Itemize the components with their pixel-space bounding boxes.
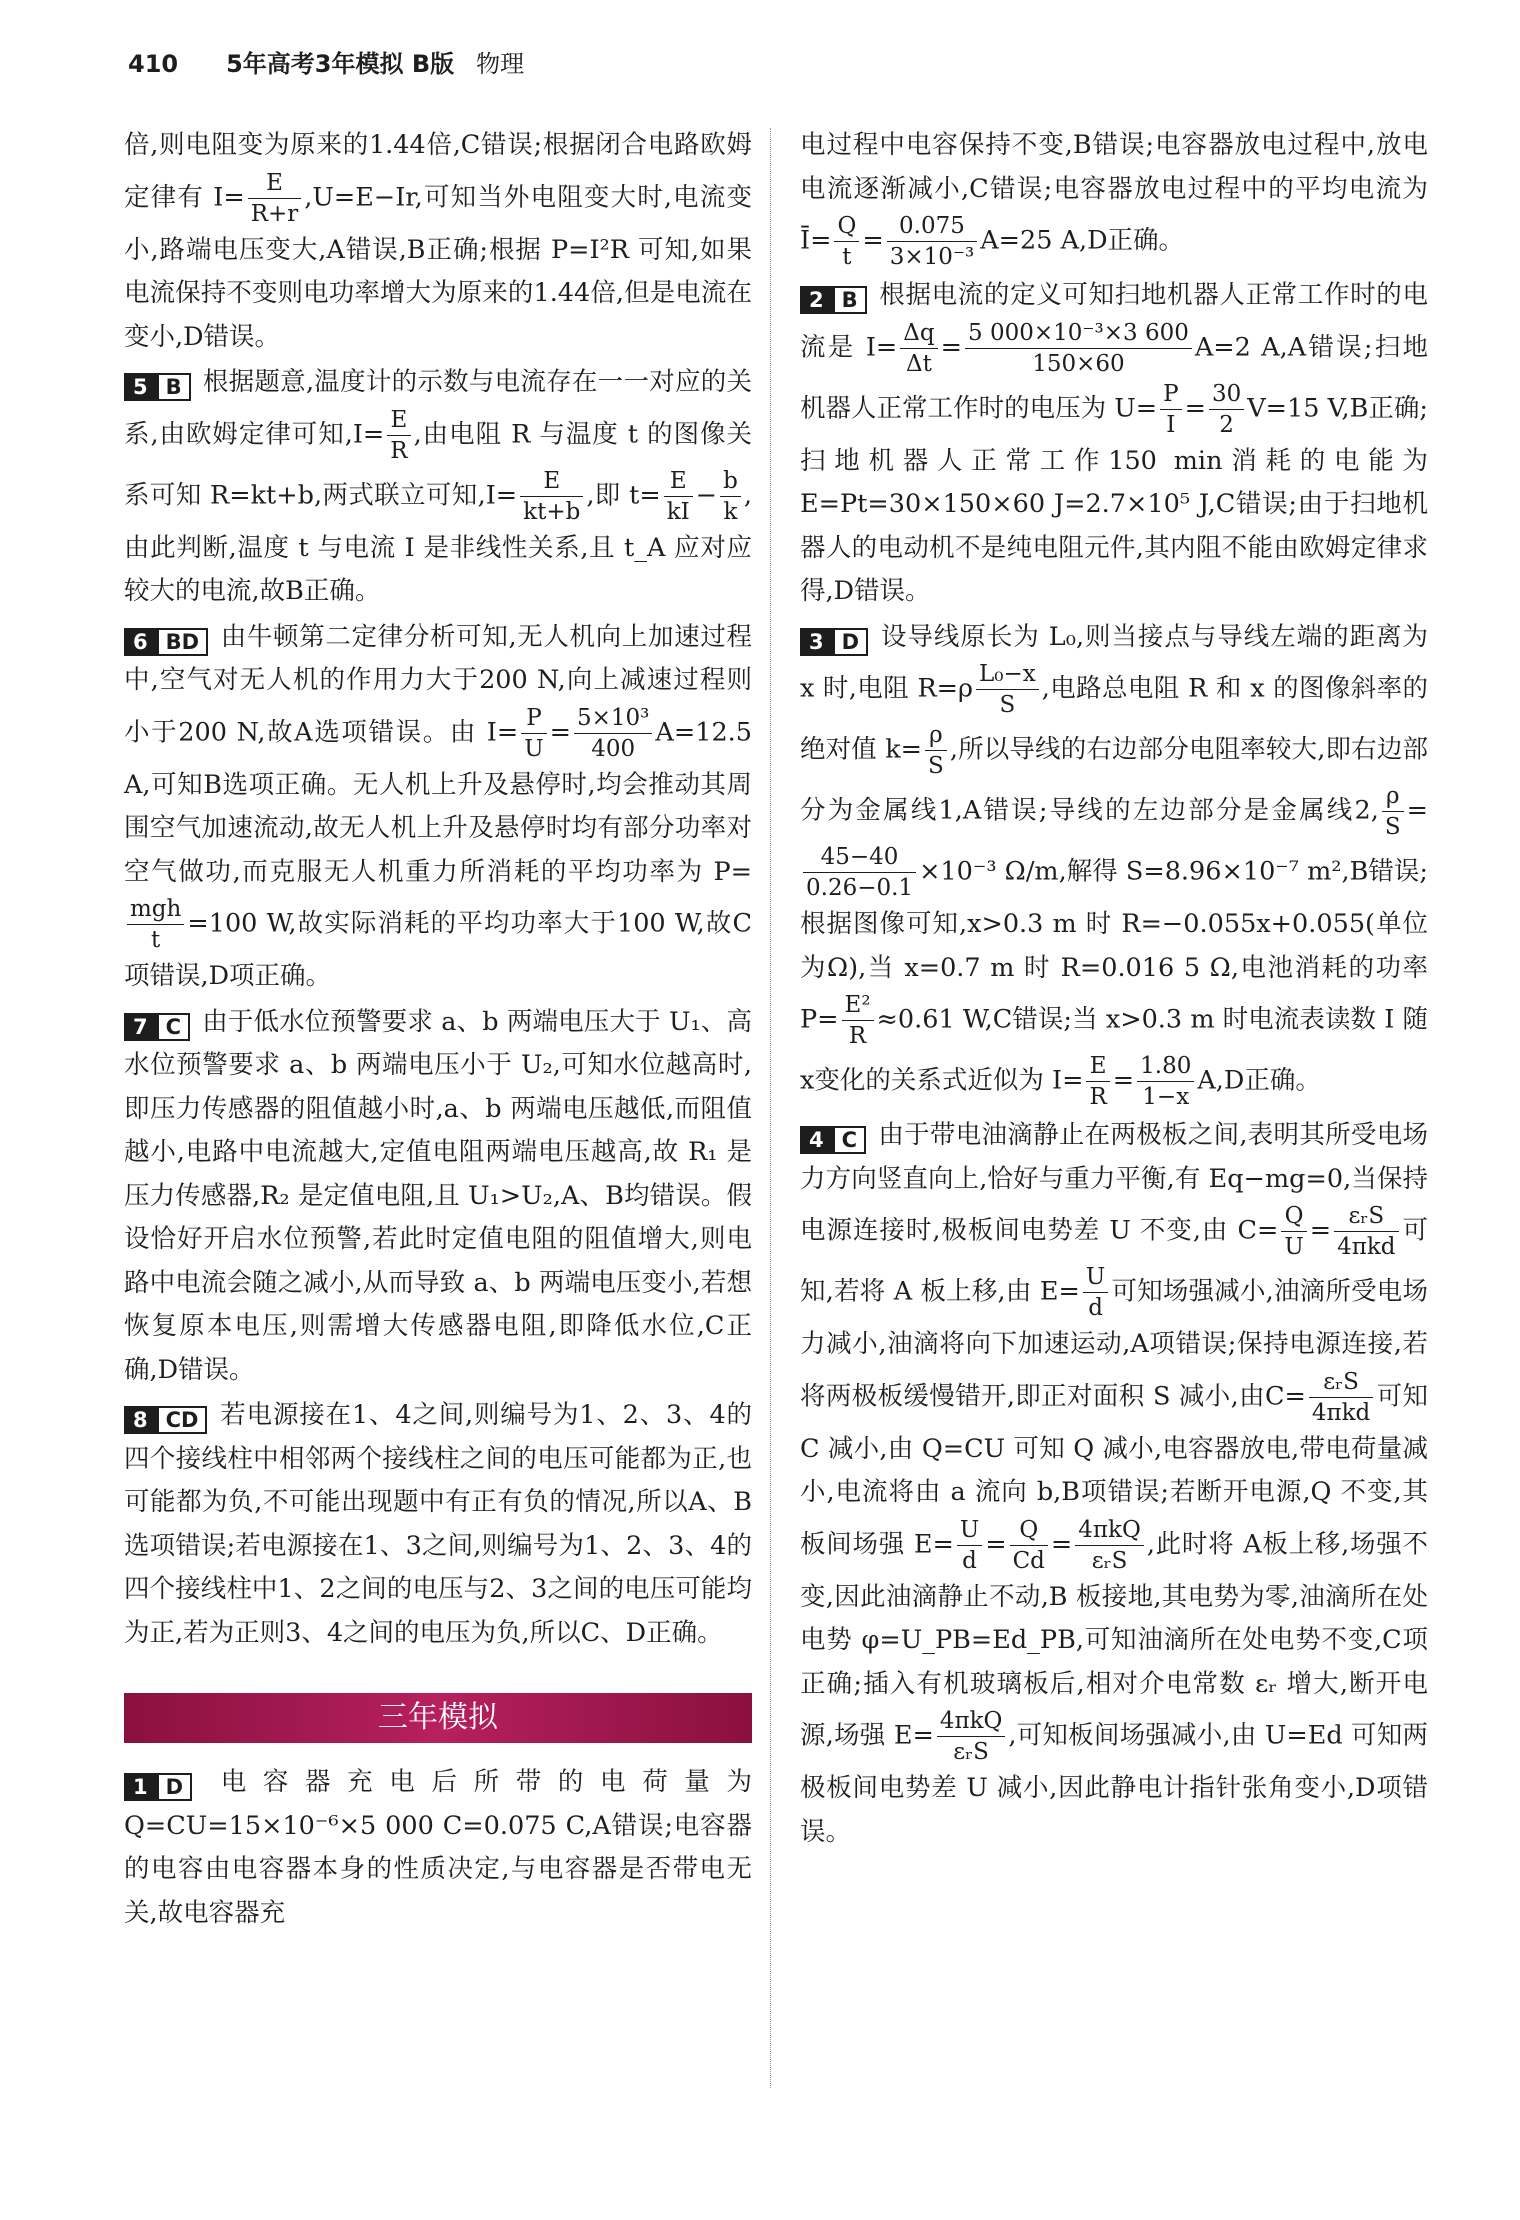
- numerator: εᵣS: [1334, 1201, 1398, 1232]
- question-number: 8: [124, 1406, 157, 1434]
- text: A,D正确。: [1197, 1065, 1321, 1096]
- right-column: [800, 124, 1428, 1854]
- denominator: U: [524, 735, 544, 762]
- text: =: [549, 717, 572, 747]
- denominator: 3×10⁻³: [889, 244, 975, 270]
- subject: 物理: [476, 50, 525, 78]
- fraction: [248, 168, 302, 229]
- answer-entry-7: [124, 1001, 752, 1393]
- text: ,即 t=: [586, 480, 661, 510]
- question-number: 6: [124, 628, 157, 656]
- text: 电流是 I=: [800, 280, 1428, 362]
- question-number: 1: [124, 1773, 157, 1801]
- denominator: S: [928, 753, 944, 779]
- fraction: [520, 466, 583, 527]
- text: =100 W,故实际消耗的平均功率大于: [187, 908, 617, 939]
- numerator: Q: [1010, 1515, 1048, 1546]
- text: 2,: [1354, 795, 1379, 826]
- denominator: 150×60: [1032, 350, 1125, 377]
- text: 的绝对值 k=: [800, 673, 1428, 765]
- text: =: [1309, 1215, 1332, 1246]
- page-number: 410: [128, 50, 179, 78]
- text: ,所以导线的右边部分电阻率较大,即右: [949, 734, 1377, 765]
- text: 边部分为金属线1,A错误;导线的左边部分是金属线: [800, 734, 1428, 826]
- answer-key: B: [157, 373, 191, 401]
- text: 板上移,场强不变,因此油滴静止不动,B 板接地,其电势为零,油滴所在处电势 φ=U_PB=Ed_PB,可知油滴所在处电势不变,C项正确;插入有机玻璃板后,相对介电常: [800, 1529, 1428, 1699]
- answer-key: BD: [157, 628, 208, 656]
- numerator: Δq: [900, 318, 937, 349]
- text: 的关系,由欧姆定律可知,I=: [124, 367, 752, 449]
- fraction: [1086, 1051, 1109, 1112]
- answer-key: C: [157, 1013, 190, 1041]
- question-badge: [124, 1773, 192, 1801]
- numerator: 0.075: [887, 211, 978, 242]
- fraction: [925, 720, 947, 781]
- paragraph: [124, 124, 752, 359]
- text: 若电源接在1、4之间,则编号为1、2、3、4的四个接线柱中相邻两个接线柱之间的电压可能都为正,也可能都为负,不可能出现题中有正有负的情况,所以A、B选项错误;若电源接在1、3之间,则编号为1、2、3、4的四个接线柱中1、2之间的电压与2、3之间的电压可能均为正,若为正则3、4之间的电压为负,所以C、D正确。: [124, 1400, 752, 1648]
- denominator: R: [390, 437, 408, 464]
- question-badge: [124, 628, 208, 656]
- text: P=: [800, 1004, 839, 1035]
- numerator: mgh: [127, 894, 184, 925]
- question-number: 2: [800, 286, 833, 314]
- denominator: 0.26−0.1: [806, 875, 914, 901]
- numerator: ρ: [1382, 781, 1404, 812]
- text: 由牛顿第二定律分析可知,无人机向上加速过程中,空气对无人机的作用力大于200 N,向上减速过: [124, 621, 752, 695]
- text: 数 εᵣ 增大,断开电源,场强 E=: [800, 1668, 1428, 1751]
- denominator: R+r: [250, 200, 299, 227]
- numerator: E: [520, 466, 583, 497]
- text: 由于低水位预警要求 a、b 两端电压大于 U₁、高水位预警要求 a、b 两端电压小于 U₂,可知水位越高时,即压力传感器的阻值越小时,a、b 两端电压越低,而阻值越小,电路中电流越大,定值电阻两端电压越高,故 R₁ 是压力传感器,R₂ 是定值电阻,且 U₁>U₂,A、B均错误。假设恰好开启水位预警,若此时定值电阻的阻值增大,则电路中电流会随之减小,从而导致 a、b 两端电压变小,若想恢复原本电压,则需增大传感器电阻,即降低水位,C正确,D错误。: [124, 1006, 752, 1385]
- text: 由于带电油滴静止在两极板之间,表明其所受电场力方向竖直向上,恰好与重力平衡,有 Eq−mg=0,: [800, 1120, 1428, 1194]
- fraction: [937, 1706, 1006, 1767]
- text: A=: [655, 717, 696, 747]
- text: 根据电流的定义可知扫地机器人正常工作时的: [878, 280, 1403, 310]
- text: 根据题意,温度计的示数与电流存在一一对应: [202, 367, 701, 397]
- denominator: Cd: [1012, 1547, 1045, 1574]
- text: =: [940, 332, 963, 362]
- fraction: [1137, 1051, 1194, 1112]
- fraction: [127, 894, 184, 955]
- left-column: [124, 124, 752, 1935]
- denominator: S: [999, 692, 1016, 718]
- numerator: 4πkQ: [937, 1706, 1006, 1737]
- text: 机器人正常工作时的电压为 U=: [800, 393, 1158, 423]
- denominator: S: [1384, 814, 1401, 840]
- denominator: 4πkd: [1337, 1234, 1396, 1260]
- numerator: E: [387, 405, 410, 436]
- numerator: L₀−x: [976, 659, 1039, 690]
- denominator: 4πkd: [1311, 1399, 1371, 1426]
- text: 像关系可知 R=kt+b,两式联立可知,I=: [124, 419, 752, 510]
- question-badge: [800, 1126, 866, 1154]
- text: 电过程中电容保持不变,B错误;电容器放电过程中,放电电流逐渐减小,C错误;电容器放电过程中的平均电: [800, 130, 1428, 204]
- text: =: [1406, 795, 1428, 826]
- numerator: 4πkQ: [1075, 1515, 1144, 1546]
- numerator: 5 000×10⁻³×3 600: [965, 318, 1192, 349]
- fraction: [720, 466, 741, 527]
- fraction: [387, 405, 410, 466]
- fraction: [957, 1515, 982, 1576]
- fraction: [1160, 379, 1181, 440]
- numerator: ρ: [925, 720, 947, 751]
- numerator: P: [1160, 379, 1181, 410]
- text: =: [862, 225, 884, 256]
- denominator: kI: [666, 498, 690, 525]
- question-badge: [124, 1406, 207, 1434]
- text: ×10⁻³ Ω/m,解得 S=8.96×10⁻⁷ m²,B错: [919, 856, 1394, 887]
- text: 可知场强减小,油滴: [1111, 1276, 1326, 1307]
- answer-entry-s1: [124, 1761, 752, 1935]
- denominator: d: [1088, 1295, 1103, 1321]
- answer-entry-s3: [800, 616, 1428, 1113]
- text: =: [1050, 1529, 1073, 1559]
- denominator: εᵣS: [953, 1739, 989, 1765]
- answer-entry-6: [124, 616, 752, 999]
- fraction: [574, 703, 652, 764]
- question-number: 7: [124, 1013, 157, 1041]
- text: ,此时将 A: [1146, 1529, 1262, 1559]
- text: C=: [1264, 1381, 1306, 1411]
- fraction: [1209, 379, 1244, 440]
- fraction: [1075, 1515, 1144, 1576]
- numerator: Q: [1281, 1201, 1306, 1232]
- numerator: E²: [842, 990, 874, 1021]
- question-badge: [800, 286, 867, 314]
- text: 所受电场力减小,油滴将向下加速运动,A项错误;保持电源连接,若将两极板缓慢错开,即正对面积 S 减小,由: [800, 1276, 1428, 1411]
- numerator: 30: [1209, 379, 1244, 410]
- answer-entry-5: [124, 361, 752, 614]
- denominator: kt+b: [523, 498, 581, 525]
- denominator: I: [1166, 411, 1176, 438]
- fraction: [1083, 1262, 1108, 1323]
- fraction: [976, 659, 1039, 720]
- text: 100 W,故C项错误,D项正确。: [124, 908, 752, 991]
- text: ≈0.61 W,C错误;当 x>0.3 m 时电流表读数 I 随 x: [800, 1004, 1428, 1096]
- question-badge: [124, 373, 191, 401]
- numerator: P: [521, 703, 546, 734]
- question-badge: [124, 1013, 190, 1041]
- denominator: 400: [591, 735, 636, 762]
- answer-key: C: [833, 1126, 866, 1154]
- numerator: 45−40: [803, 842, 916, 873]
- question-number: 5: [124, 373, 157, 401]
- answer-key: D: [157, 1773, 192, 1801]
- text: A=25 A,D正确。: [980, 225, 1185, 256]
- fraction: [900, 318, 937, 379]
- answer-key: CD: [157, 1406, 208, 1434]
- text: ,电路总电阻 R 和 x 的图像斜率: [1041, 673, 1403, 704]
- fraction: [842, 990, 874, 1051]
- denominator: 1−x: [1142, 1084, 1190, 1110]
- numerator: E: [248, 168, 302, 199]
- text: −: [695, 480, 718, 510]
- text: 为 x 时,电阻 R=ρ: [800, 621, 1428, 704]
- fraction: [1309, 1367, 1373, 1428]
- text: 可知 C 减小,由 Q=CU 可知 Q 减小,电容器放: [800, 1381, 1428, 1464]
- fraction: [1334, 1201, 1398, 1262]
- fraction: [887, 211, 978, 272]
- text: 功率为 P=: [622, 856, 752, 887]
- text: 电源,Q 不变,其板间场强 E=: [800, 1477, 1428, 1559]
- text: 变小,路端电压变大,A错误,B正确;根据 P=I²R 可知,如果电流保持不变则电功率增大为原来的1.44倍,但是电流在变小,D错误。: [124, 182, 752, 352]
- fraction: [803, 842, 916, 903]
- denominator: d: [962, 1547, 977, 1574]
- text: 流为 Ī=: [800, 173, 1428, 256]
- text: 电容器充电后所带的电荷量为 Q=CU=15×10⁻⁶×5 000 C=0.075 C,A错误;电容器的电容由电容器本身的性质决定,与电容器是否带电无关,故电容器充: [124, 1767, 752, 1928]
- question-number: 4: [800, 1126, 833, 1154]
- text: 确;扫地机器人正常工作150 min消耗的电能为 E=Pt=30×150×60 J=2.7×10⁵ J,C错误;由于扫地机器人的电动机不是纯电阻元件,其内阻不能由欧姆定律求得,D错误。: [800, 393, 1429, 606]
- fraction: [521, 703, 546, 764]
- denominator: R: [848, 1023, 867, 1049]
- fraction: [834, 211, 859, 272]
- text: 程则小于200 N,故A选项错误。由 I=: [124, 665, 752, 747]
- numerator: Q: [834, 211, 859, 242]
- numerator: U: [957, 1515, 982, 1546]
- column-divider: [770, 128, 771, 2088]
- text: V=15 V,B正: [1247, 393, 1394, 423]
- answer-key: D: [833, 628, 868, 656]
- text: =: [1184, 393, 1206, 423]
- paragraph: [800, 124, 1428, 272]
- text: 小,由 U=Ed 可知两极板间电势差 U 减小,因此静电计指针张角变小,D项错误。: [800, 1720, 1428, 1847]
- text: 误;根据图像可知,x>0.3 m 时 R=−0.055x+0.055(单位为Ω),当 x=0.7 m 时 R=0.016 5 Ω,电池消耗的功率: [800, 856, 1428, 983]
- fraction: [664, 466, 693, 527]
- text: 电,带电荷量减小,电流将由 a 流向 b,B项错误;若断开: [800, 1433, 1429, 1507]
- text: =: [1112, 1065, 1135, 1096]
- denominator: U: [1284, 1234, 1304, 1260]
- text: =: [985, 1529, 1007, 1559]
- fraction: [1010, 1515, 1048, 1576]
- numerator: b: [720, 466, 741, 497]
- text: 当保持电源连接时,极板间电势差 U 不变,由 C=: [800, 1163, 1428, 1246]
- numerator: εᵣS: [1309, 1367, 1373, 1398]
- denominator: εᵣS: [1091, 1547, 1128, 1574]
- answer-entry-s4: [800, 1114, 1428, 1854]
- answer-entry-8: [124, 1394, 752, 1655]
- denominator: t: [151, 927, 161, 953]
- page-header: [128, 44, 524, 84]
- numerator: E: [1086, 1051, 1109, 1082]
- fraction: [965, 318, 1192, 379]
- text: ,由此判断,温度 t 与电流 I 是非线性关系,且 t_A 应对应较大的电流,故B正确。: [124, 480, 752, 606]
- fraction: [1382, 781, 1404, 842]
- numerator: U: [1083, 1262, 1108, 1293]
- numerator: 5×10³: [574, 703, 652, 734]
- text: 变化的关系式近似为 I=: [814, 1065, 1084, 1096]
- fraction: [1281, 1201, 1306, 1262]
- question-badge: [800, 628, 868, 656]
- text: 设导线原长为 L₀,则当接点与导线左端的距离: [880, 621, 1403, 652]
- answer-entry-s2: [800, 274, 1428, 614]
- question-number: 3: [800, 628, 833, 656]
- text: ,可知板间场强减: [1008, 1720, 1197, 1751]
- text: 12.5 A,可知B选项正确。无人机上升及悬停时,均会推动其周围空气加速流动,故无人机上升及悬停时均有部分功率对空气做功,而克服无人机重力所消耗的平均: [124, 717, 752, 887]
- answer-key: B: [833, 286, 867, 314]
- text: ,由电阻 R 与温度 t 的图: [413, 419, 701, 449]
- denominator: k: [723, 498, 738, 525]
- text: 倍,则电阻变为原来的1.44倍,C错误;根据闭合电路欧: [124, 130, 727, 160]
- text: ,U=E−Ir,可知当外电阻变大时,电流: [304, 182, 727, 212]
- denominator: R: [1089, 1084, 1107, 1110]
- numerator: 1.80: [1137, 1051, 1194, 1082]
- text: 姆定律有 I=: [124, 130, 752, 212]
- denominator: Δt: [906, 350, 932, 377]
- denominator: t: [842, 244, 852, 270]
- text: A=2 A,A错误;扫地: [1194, 332, 1429, 362]
- section-heading: 三年模拟: [124, 1693, 752, 1743]
- denominator: 2: [1219, 411, 1234, 438]
- numerator: E: [664, 466, 693, 497]
- text: 可知,若将 A 板上移,由 E=: [800, 1215, 1428, 1307]
- book-title: 5年高考3年模拟 B版: [226, 50, 455, 78]
